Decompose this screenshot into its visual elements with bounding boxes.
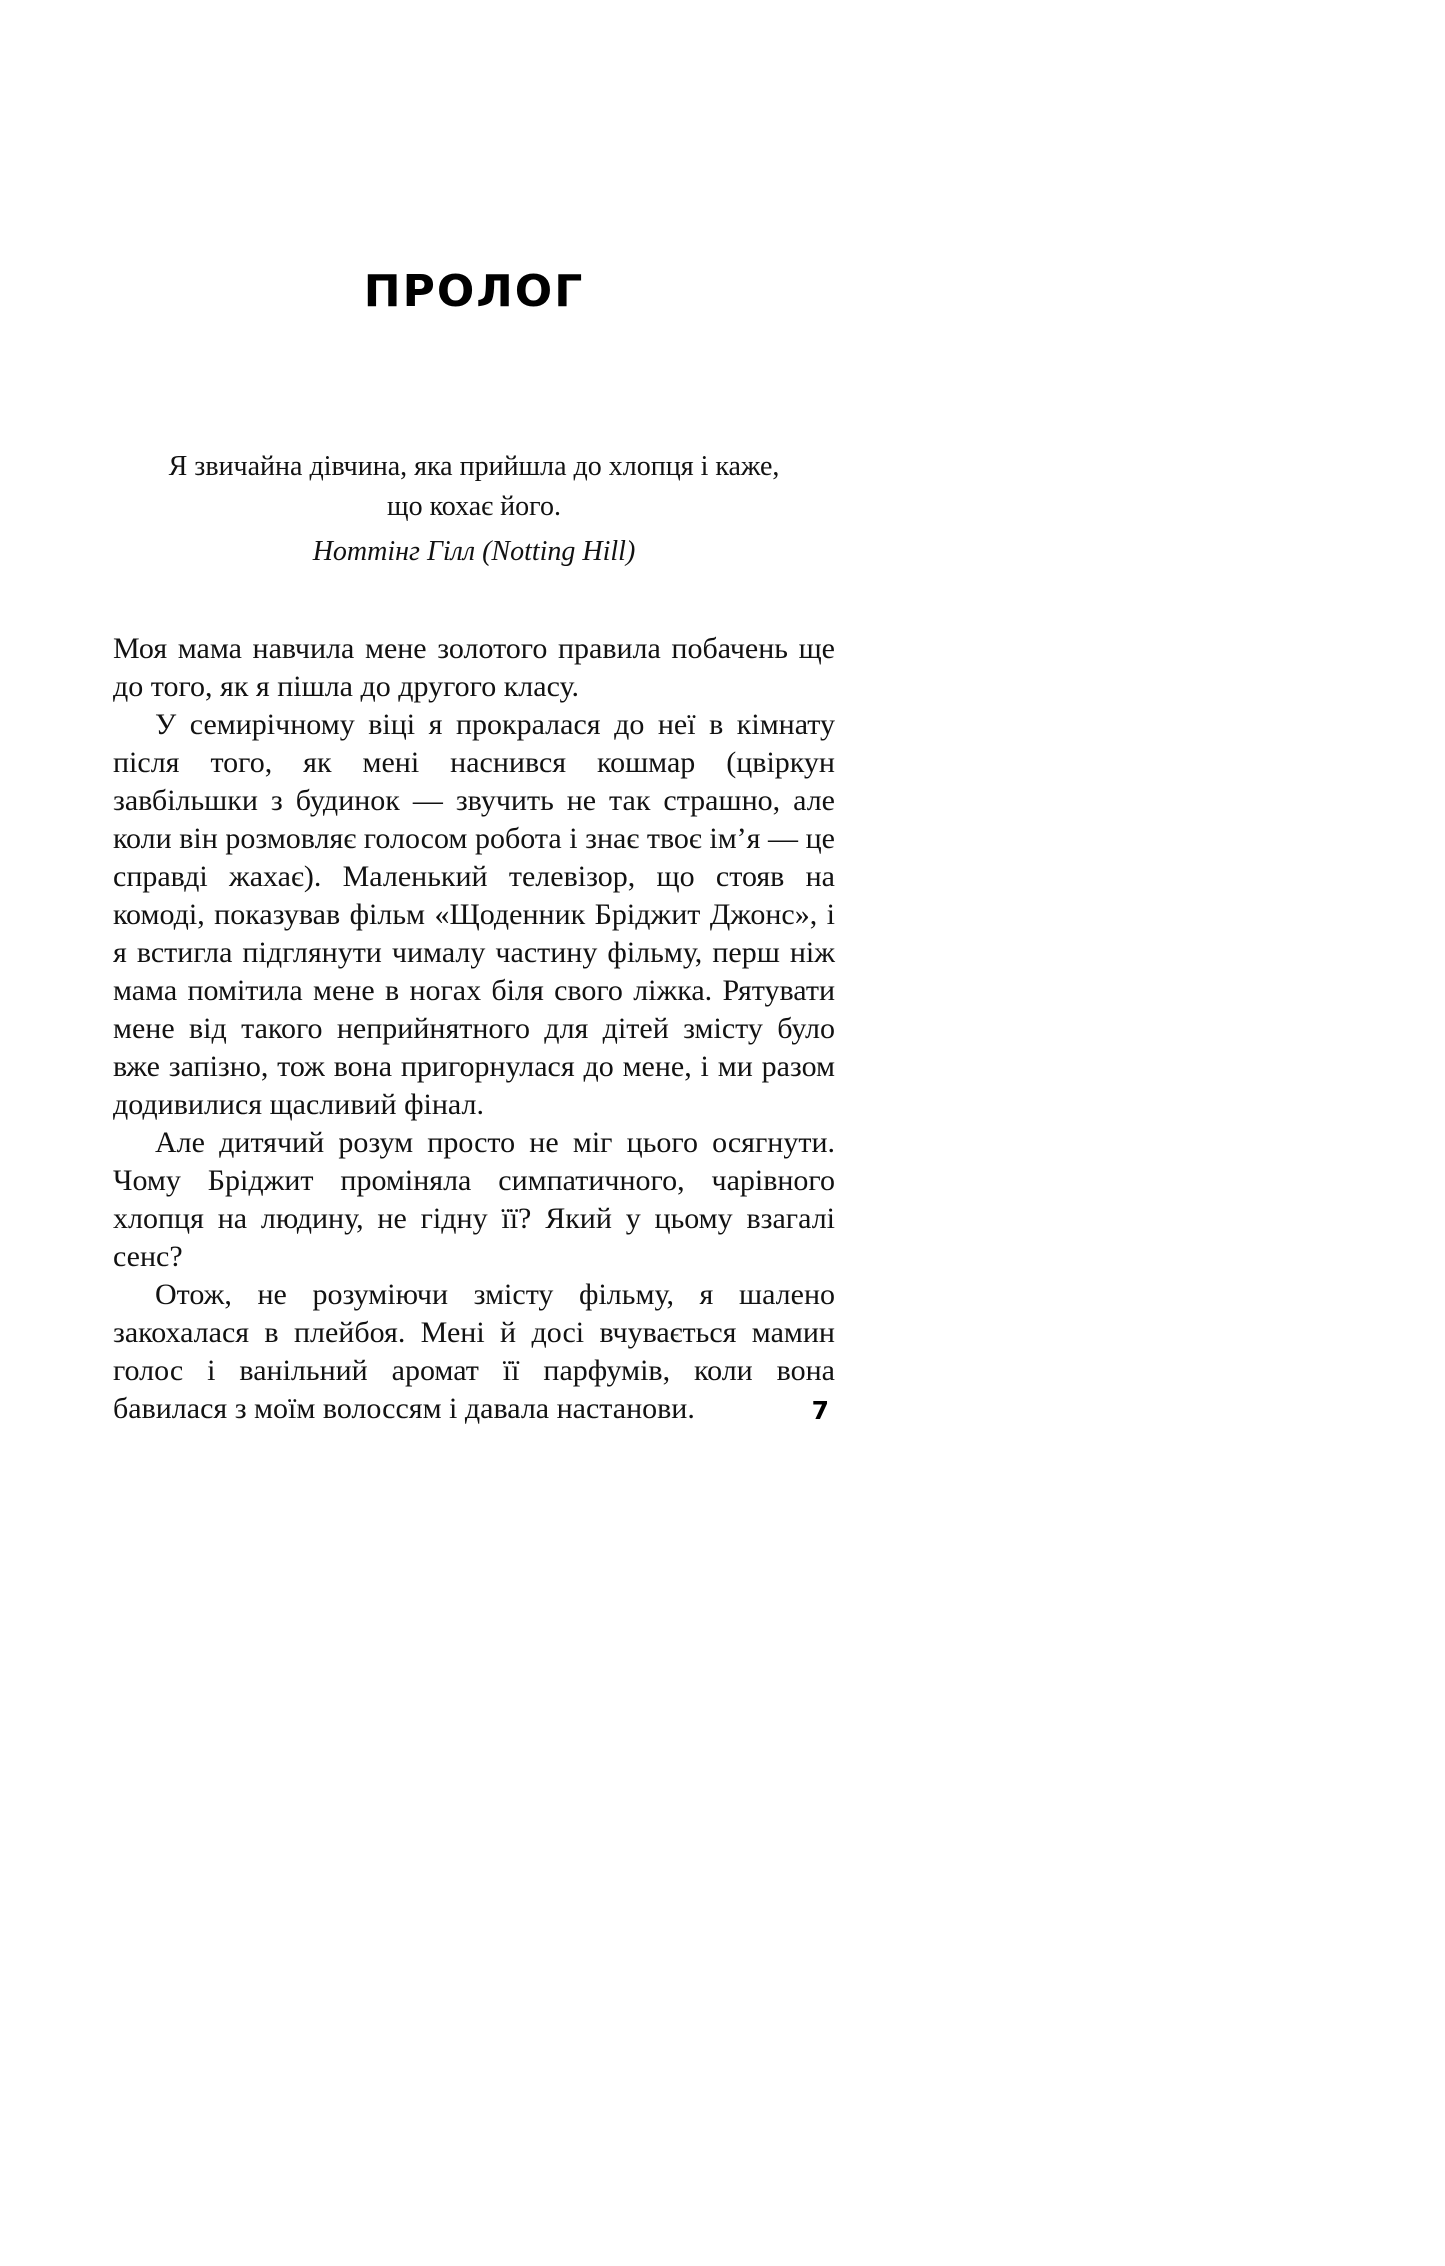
- page-number: 7: [811, 1396, 829, 1425]
- paragraph-4: Отож, не розуміючи змісту фільму, я шалено закохалася в плейбоя. Мені й досі вчувається мамин голос і ванільний аромат її парфумів, коли вона бавилася з моїм волоссям і давала настанови.: [113, 1278, 835, 1425]
- paragraph-1: Моя мама навчила мене золотого правила побачень ще до того, як я пішла до другого класу.: [113, 632, 835, 703]
- body-text: [113, 630, 835, 1428]
- paragraph-3: Але дитячий розум просто не міг цього осягнути. Чому Бріджит проміняла симпатичного, чарівного хлопця на людину, не гідну її? Який у цьому взагалі сенс?: [113, 1126, 835, 1273]
- epigraph: [113, 447, 835, 572]
- chapter-title: ПРОЛОГ: [363, 266, 585, 317]
- text-column: [113, 0, 835, 2266]
- epigraph-line-2: що кохає його.: [387, 491, 561, 522]
- epigraph-line-1: Я звичайна дівчина, яка прийшла до хлопця і каже,: [168, 451, 780, 482]
- paragraph-2: У семирічному віці я прокралася до неї в кімнату після того, як мені наснився кошмар (цвіркун завбільшки з будинок — звучить не так страшно, але коли він розмовляє голосом робота і знає твоє ім’я — це справді жахає). Маленький телевізор, що стояв на комоді, показував фільм «Щоденник Бріджит Джонс», і я встигла підглянути чималу частину фільму, перш ніж мама помітила мене в ногах біля свого ліжка. Рятувати мене від такого неприйнятного для дітей змісту було вже запізно, тож вона пригорнулася до мене, і ми разом додивилися щасливий фінал.: [113, 708, 835, 1121]
- epigraph-attribution: Ноттінг Гілл (Notting Hill): [312, 536, 636, 567]
